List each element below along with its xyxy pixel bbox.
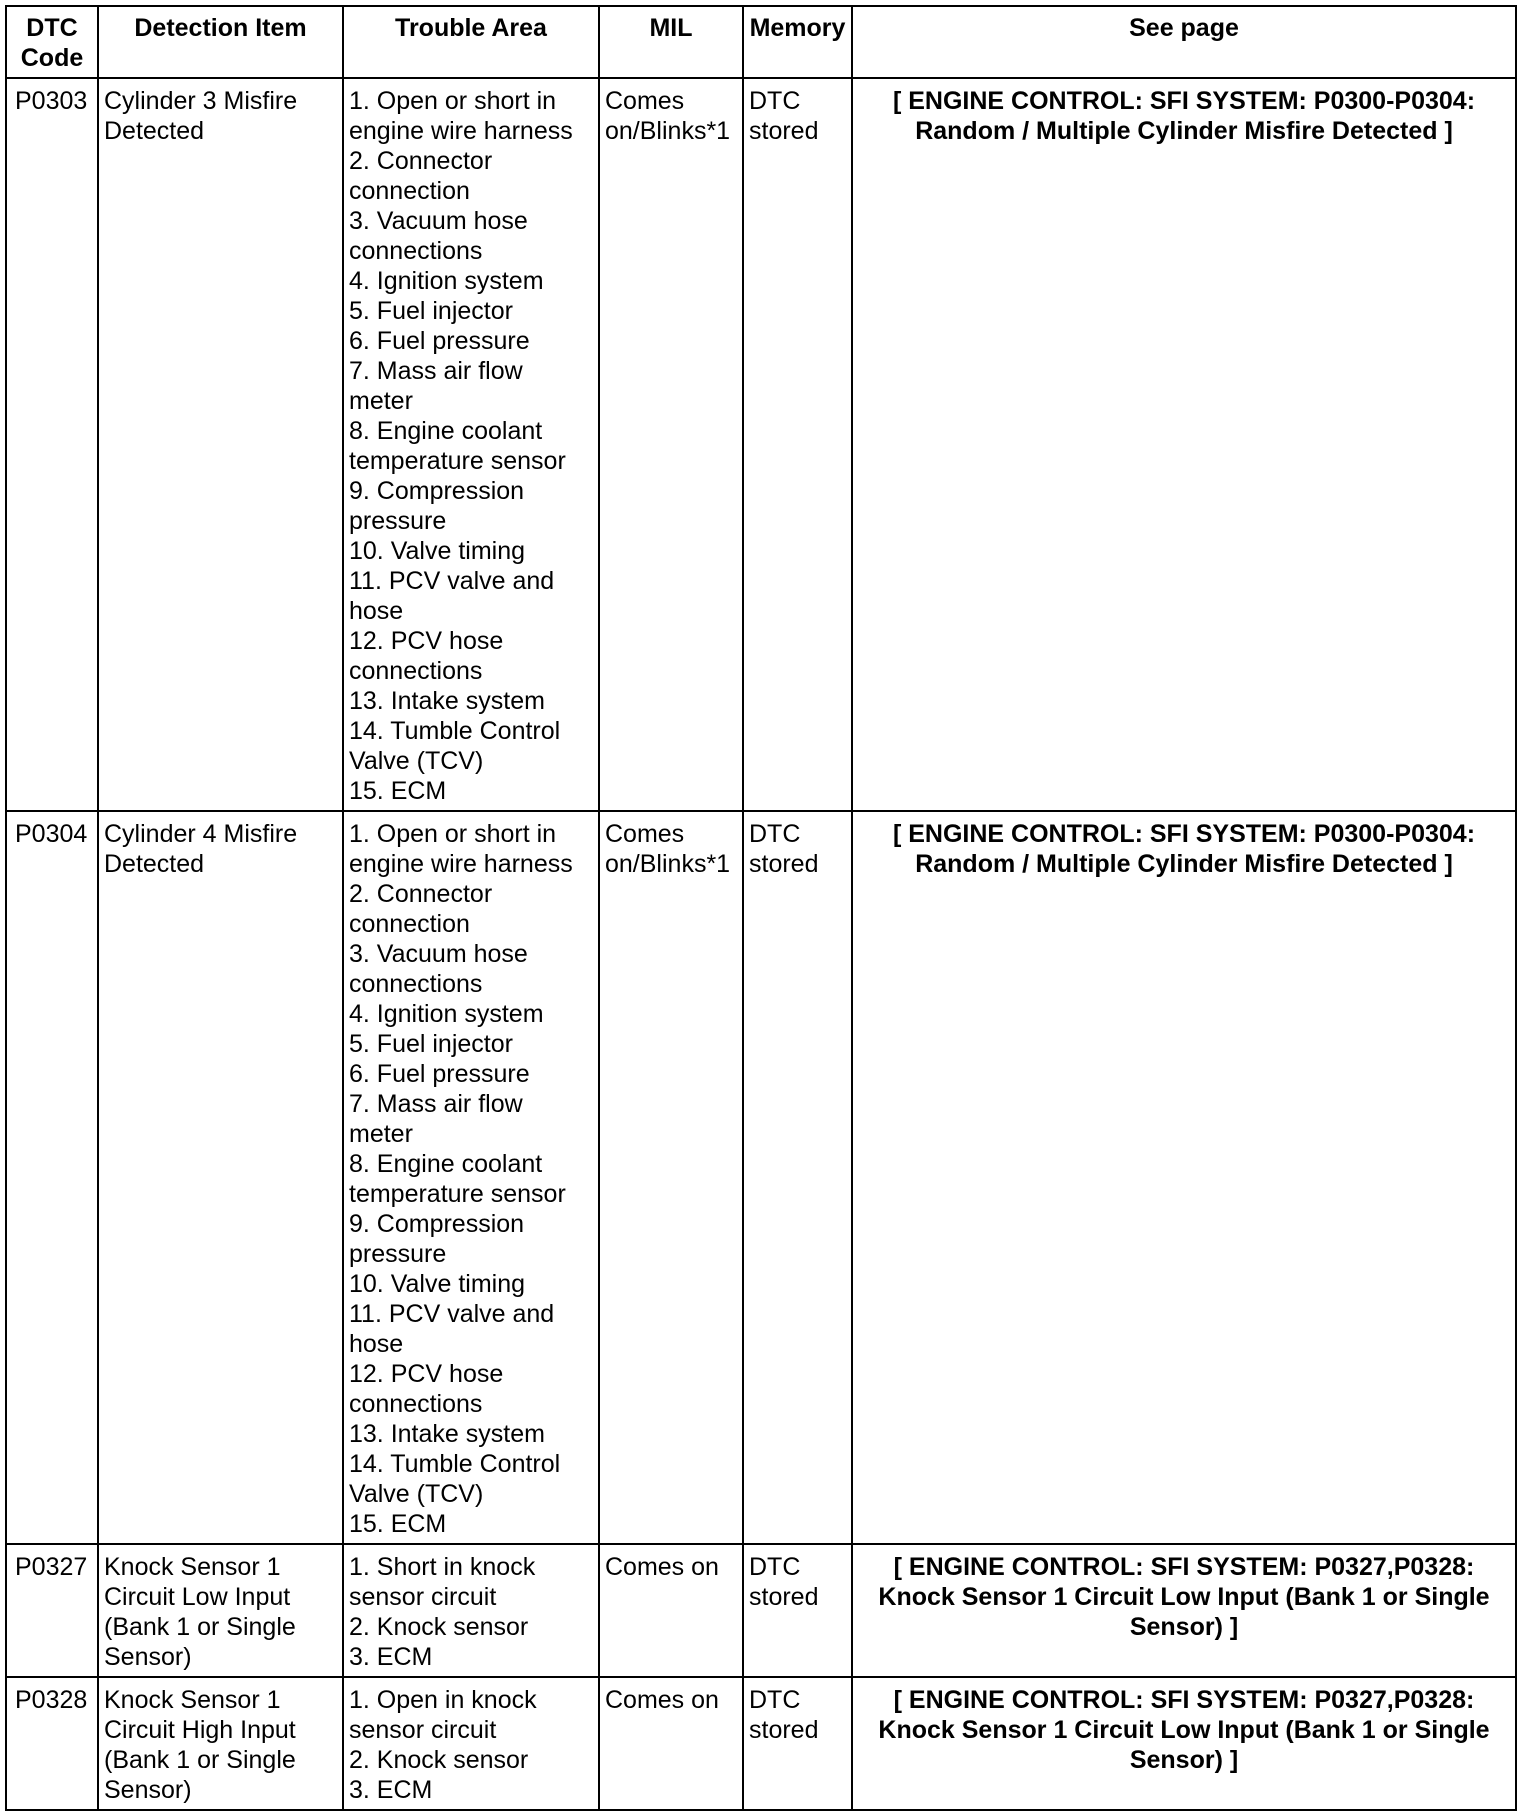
trouble-area-item: 13. Intake system bbox=[349, 687, 545, 715]
trouble-area-item: 6. Fuel pressure bbox=[349, 1060, 530, 1088]
trouble-area-item: 2. Connector connection bbox=[349, 147, 493, 205]
detection-item-cell: Cylinder 3 Misfire Detected bbox=[98, 78, 343, 811]
mil-cell: Comes on/Blinks*1 bbox=[599, 78, 743, 811]
dtc-table bbox=[5, 5, 1517, 1811]
trouble-area-item: 3. ECM bbox=[349, 1776, 433, 1804]
header-dtc-code: DTC Code bbox=[6, 6, 98, 78]
trouble-area-item: 1. Open in knock sensor circuit bbox=[349, 1686, 537, 1744]
trouble-area-item: 14. Tumble Control Valve (TCV) bbox=[349, 1450, 561, 1508]
trouble-area-item: 10. Valve timing bbox=[349, 537, 526, 565]
trouble-area-item: 15. ECM bbox=[349, 1510, 447, 1538]
trouble-area-item: 11. PCV valve and hose bbox=[349, 567, 555, 625]
detection-item-cell: Knock Sensor 1 Circuit High Input (Bank 1 or Single Sensor) bbox=[98, 1677, 343, 1810]
trouble-area-item: 1. Short in knock sensor circuit bbox=[349, 1553, 536, 1611]
trouble-area-item: 13. Intake system bbox=[349, 1420, 545, 1448]
dtc-code-cell: P0304 bbox=[6, 811, 98, 1544]
table-row bbox=[6, 811, 1516, 1544]
memory-cell: DTC stored bbox=[743, 811, 852, 1544]
see-page-link: [ ENGINE CONTROL: SFI SYSTEM: P0327,P0328: Knock Sensor 1 Circuit Low Input (Bank 1 or Single Sensor) ] bbox=[852, 1677, 1516, 1810]
table-row bbox=[6, 1544, 1516, 1677]
header-mil: MIL bbox=[599, 6, 743, 78]
table-row bbox=[6, 1677, 1516, 1810]
trouble-area-item: 12. PCV hose connections bbox=[349, 1360, 504, 1418]
mil-cell: Comes on bbox=[599, 1544, 743, 1677]
detection-item-cell: Knock Sensor 1 Circuit Low Input (Bank 1 or Single Sensor) bbox=[98, 1544, 343, 1677]
trouble-area-cell bbox=[343, 78, 599, 811]
trouble-area-item: 7. Mass air flow meter bbox=[349, 1090, 523, 1148]
memory-cell: DTC stored bbox=[743, 78, 852, 811]
trouble-area-item: 12. PCV hose connections bbox=[349, 627, 504, 685]
see-page-link: [ ENGINE CONTROL: SFI SYSTEM: P0300-P0304: Random / Multiple Cylinder Misfire Detected ] bbox=[852, 78, 1516, 811]
trouble-area-item: 1. Open or short in engine wire harness bbox=[349, 820, 573, 878]
trouble-area-item: 7. Mass air flow meter bbox=[349, 357, 523, 415]
header-see-page: See page bbox=[852, 6, 1516, 78]
trouble-area-item: 5. Fuel injector bbox=[349, 1030, 513, 1058]
table-body bbox=[6, 78, 1516, 1810]
trouble-area-item: 2. Knock sensor bbox=[349, 1613, 529, 1641]
trouble-area-item: 2. Connector connection bbox=[349, 880, 493, 938]
trouble-area-item: 2. Knock sensor bbox=[349, 1746, 529, 1774]
table-header bbox=[6, 6, 1516, 78]
trouble-area-item: 3. ECM bbox=[349, 1643, 433, 1671]
dtc-code-cell: P0328 bbox=[6, 1677, 98, 1810]
mil-cell: Comes on bbox=[599, 1677, 743, 1810]
see-page-link: [ ENGINE CONTROL: SFI SYSTEM: P0300-P0304: Random / Multiple Cylinder Misfire Detected ] bbox=[852, 811, 1516, 1544]
mil-cell: Comes on/Blinks*1 bbox=[599, 811, 743, 1544]
header-detection-item: Detection Item bbox=[98, 6, 343, 78]
trouble-area-item: 3. Vacuum hose connections bbox=[349, 940, 528, 998]
header-trouble-area: Trouble Area bbox=[343, 6, 599, 78]
trouble-area-item: 15. ECM bbox=[349, 777, 447, 805]
dtc-code-cell: P0303 bbox=[6, 78, 98, 811]
trouble-area-item: 5. Fuel injector bbox=[349, 297, 513, 325]
trouble-area-item: 8. Engine coolant temperature sensor bbox=[349, 417, 566, 475]
memory-cell: DTC stored bbox=[743, 1544, 852, 1677]
header-row bbox=[6, 6, 1516, 78]
trouble-area-cell bbox=[343, 1677, 599, 1810]
trouble-area-item: 3. Vacuum hose connections bbox=[349, 207, 528, 265]
detection-item-cell: Cylinder 4 Misfire Detected bbox=[98, 811, 343, 1544]
trouble-area-item: 9. Compression pressure bbox=[349, 1210, 525, 1268]
dtc-code-cell: P0327 bbox=[6, 1544, 98, 1677]
header-memory: Memory bbox=[743, 6, 852, 78]
trouble-area-item: 6. Fuel pressure bbox=[349, 327, 530, 355]
see-page-link: [ ENGINE CONTROL: SFI SYSTEM: P0327,P0328: Knock Sensor 1 Circuit Low Input (Bank 1 or Single Sensor) ] bbox=[852, 1544, 1516, 1677]
trouble-area-item: 8. Engine coolant temperature sensor bbox=[349, 1150, 566, 1208]
trouble-area-item: 4. Ignition system bbox=[349, 267, 544, 295]
trouble-area-item: 4. Ignition system bbox=[349, 1000, 544, 1028]
trouble-area-item: 1. Open or short in engine wire harness bbox=[349, 87, 573, 145]
trouble-area-item: 9. Compression pressure bbox=[349, 477, 525, 535]
trouble-area-item: 10. Valve timing bbox=[349, 1270, 526, 1298]
memory-cell: DTC stored bbox=[743, 1677, 852, 1810]
trouble-area-cell bbox=[343, 811, 599, 1544]
trouble-area-item: 14. Tumble Control Valve (TCV) bbox=[349, 717, 561, 775]
trouble-area-cell bbox=[343, 1544, 599, 1677]
trouble-area-item: 11. PCV valve and hose bbox=[349, 1300, 555, 1358]
table-row bbox=[6, 78, 1516, 811]
